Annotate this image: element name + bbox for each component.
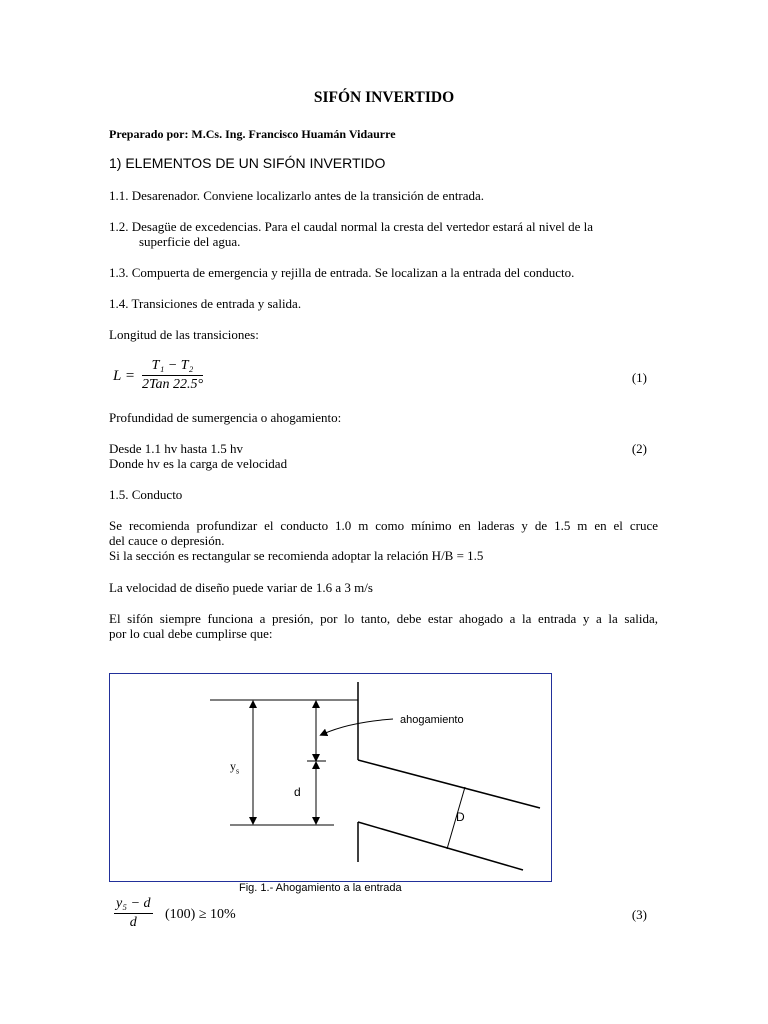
eq1-fraction [142, 358, 203, 393]
velocity-text: La velocidad de diseño puede variar de 1.6 a 3 m/s [109, 580, 373, 595]
label-d: d [294, 785, 301, 799]
document-title: SIFÓN INVERTIDO [313, 89, 455, 106]
section-heading: 1) ELEMENTOS DE UN SIFÓN INVERTIDO [109, 155, 386, 171]
eq1-lhs: L = [113, 368, 135, 384]
item-1-2-line1: 1.2. Desagüe de excedencias. Para el caudal normal la cresta del vertedor estará al nivel de la [109, 219, 594, 234]
pressure-line1: El sifón siempre funciona a presión, por lo tanto, debe estar ahogado a la entrada y a la salida, [109, 611, 658, 626]
conduit-bottom [358, 822, 523, 870]
eq1-denominator: 2Tan 22.5° [142, 377, 204, 392]
eq1-number: (1) [631, 370, 647, 385]
eq2-number: (2) [631, 441, 647, 456]
label-ys [230, 759, 239, 775]
eq1-numerator: T₁ − T₂ [142, 358, 203, 376]
label-ys-base: y [230, 759, 236, 773]
eq2-line1: Desde 1.1 hv hasta 1.5 hv [109, 441, 243, 456]
eq3-numerator: y₅ − d [114, 896, 153, 914]
author-line: Preparado por: M.Cs. Ing. Francisco Huamán Vidaurre [109, 127, 396, 141]
item-1-3: 1.3. Compuerta de emergencia y rejilla de entrada. Se localizan a la entrada del conducto. [109, 265, 575, 280]
item-1-2-line2: superficie del agua. [139, 234, 241, 249]
figure-submergence [109, 673, 552, 882]
pressure-line2: por lo cual debe cumplirse que: [109, 626, 273, 641]
item-1-4: 1.4. Transiciones de entrada y salida. [109, 296, 302, 311]
eq2-line2: Donde hv es la carga de velocidad [109, 456, 288, 471]
conduct-heading: 1.5. Conducto [109, 487, 183, 502]
conduct-paragraph-line2: del cauce o depresión. [109, 533, 225, 548]
submergence-label: Profundidad de sumergencia o ahogamiento: [109, 410, 342, 425]
rect-section-text: Si la sección es rectangular se recomienda adoptar la relación H/B = 1.5 [109, 548, 484, 563]
figure-caption: Fig. 1.- Ahogamiento a la entrada [239, 882, 402, 894]
figure-diagram [110, 674, 551, 881]
conduct-paragraph-line1: Se recomienda profundizar el conducto 1.0 m como mínimo en laderas y de 1.5 m en el cruce [109, 518, 658, 533]
label-ahogamiento: ahogamiento [400, 714, 464, 726]
eq3-fraction [114, 896, 153, 931]
label-D: D [456, 810, 465, 824]
eq3-denominator: d [129, 915, 137, 930]
label-ys-sub: s [236, 766, 240, 776]
eq3-number: (3) [631, 907, 647, 922]
transition-length-label: Longitud de las transiciones: [109, 327, 259, 342]
item-1-1: 1.1. Desarenador. Conviene localizarlo antes de la transición de entrada. [109, 188, 485, 203]
eq3-rhs: (100) ≥ 10% [165, 907, 236, 922]
conduit-top [358, 760, 540, 808]
